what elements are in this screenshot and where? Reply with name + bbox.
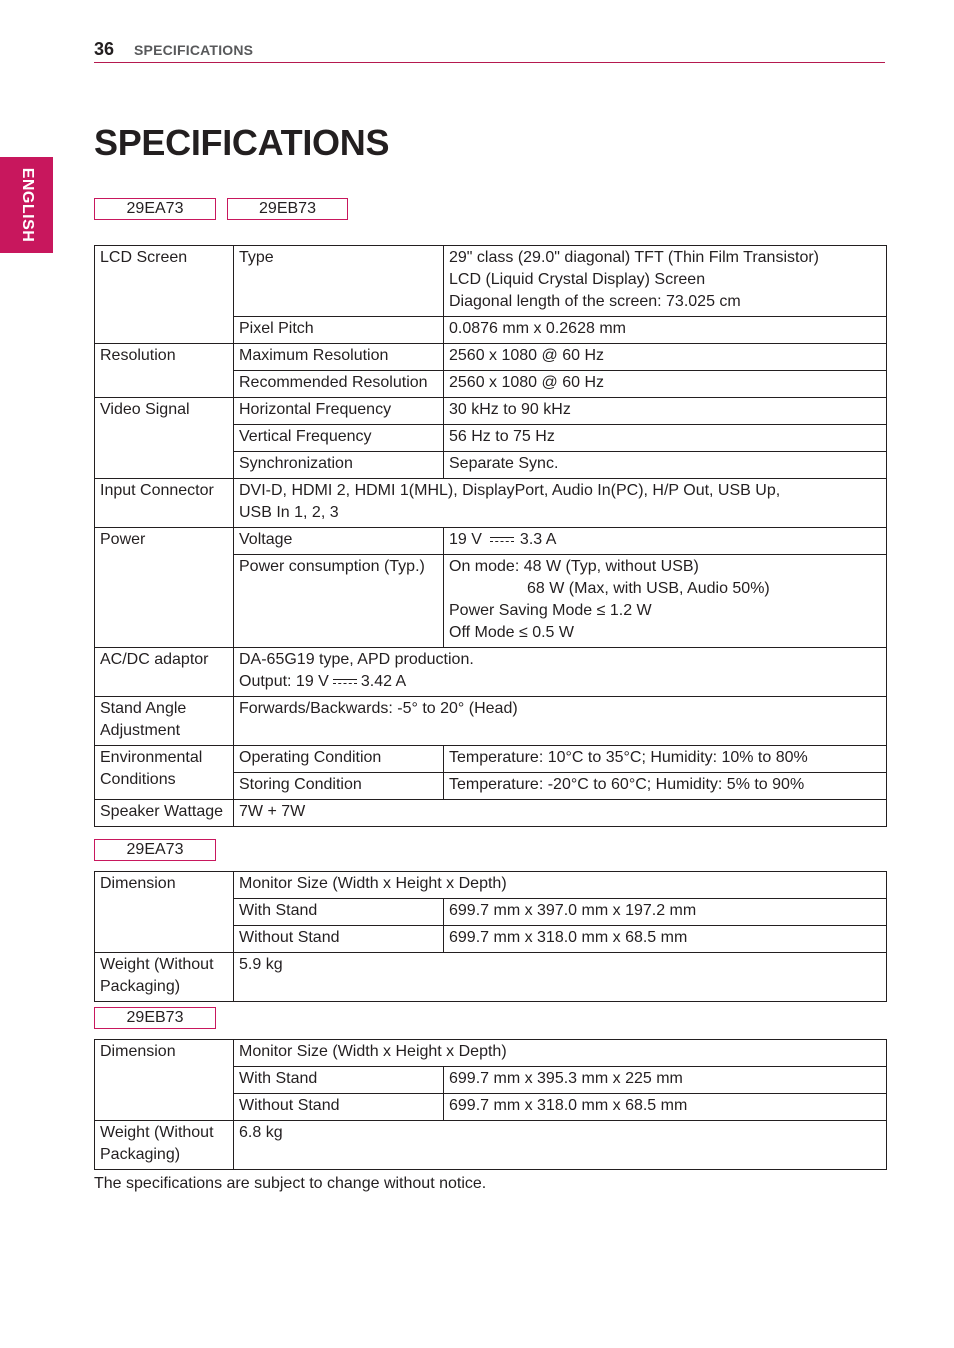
table-row bbox=[95, 1040, 887, 1067]
table-row bbox=[95, 746, 887, 773]
value-without-stand: 699.7 mm x 318.0 mm x 68.5 mm bbox=[444, 1094, 887, 1121]
row-label-weight: Weight (Without Packaging) bbox=[95, 953, 234, 1002]
value-vertical-frequency: 56 Hz to 75 Hz bbox=[444, 425, 887, 452]
table-row bbox=[95, 344, 887, 371]
row-label-input-connector: Input Connector bbox=[95, 479, 234, 528]
table-row bbox=[95, 800, 887, 827]
page-title: SPECIFICATIONS bbox=[94, 122, 390, 163]
value-weight: 6.8 kg bbox=[234, 1121, 887, 1170]
value-without-stand: 699.7 mm x 318.0 mm x 68.5 mm bbox=[444, 926, 887, 953]
table-row bbox=[95, 1121, 887, 1170]
sub-label-with-stand: With Stand bbox=[234, 1067, 444, 1094]
value-pixel-pitch: 0.0876 mm x 0.2628 mm bbox=[444, 317, 887, 344]
row-label-lcd-screen: LCD Screen bbox=[95, 246, 234, 344]
row-label-dimension: Dimension bbox=[95, 1040, 234, 1121]
dc-current-icon bbox=[333, 676, 357, 688]
footnote: The specifications are subject to change without notice. bbox=[94, 1175, 487, 1192]
sub-label-recommended-resolution: Recommended Resolution bbox=[234, 371, 444, 398]
table-row bbox=[95, 528, 887, 555]
dimension-table-29eb73 bbox=[94, 1039, 887, 1170]
sub-label-horizontal-frequency: Horizontal Frequency bbox=[234, 398, 444, 425]
sub-label-with-stand: With Stand bbox=[234, 899, 444, 926]
value-with-stand: 699.7 mm x 397.0 mm x 197.2 mm bbox=[444, 899, 887, 926]
table-row bbox=[95, 246, 887, 317]
page-number: 36 bbox=[94, 39, 115, 59]
dimension-table-29ea73 bbox=[94, 871, 887, 1002]
row-label-adaptor: AC/DC adaptor bbox=[95, 648, 234, 697]
sub-label-operating-condition: Operating Condition bbox=[234, 746, 444, 773]
table-row bbox=[95, 398, 887, 425]
sub-label-pixel-pitch: Pixel Pitch bbox=[234, 317, 444, 344]
sub-label-synchronization: Synchronization bbox=[234, 452, 444, 479]
language-side-tab bbox=[0, 157, 53, 253]
value-input-connector: DVI-D, HDMI 2, HDMI 1(MHL), DisplayPort, Audio In(PC), H/P Out, USB Up, USB In 1, 2, 3 bbox=[234, 479, 887, 528]
value-weight: 5.9 kg bbox=[234, 953, 887, 1002]
value-synchronization: Separate Sync. bbox=[444, 452, 887, 479]
sub-label-power-consumption: Power consumption (Typ.) bbox=[234, 555, 444, 648]
value-storing-condition: Temperature: -20°C to 60°C; Humidity: 5% to 90% bbox=[444, 773, 887, 800]
row-label-speaker-wattage: Speaker Wattage bbox=[95, 800, 234, 827]
value-horizontal-frequency: 30 kHz to 90 kHz bbox=[444, 398, 887, 425]
row-label-dimension: Dimension bbox=[95, 872, 234, 953]
table-row bbox=[95, 872, 887, 899]
row-label-resolution: Resolution bbox=[95, 344, 234, 398]
sub-label-without-stand: Without Stand bbox=[234, 926, 444, 953]
row-label-stand-angle: Stand Angle Adjustment bbox=[95, 697, 234, 746]
model-tab-29eb73-dimensions: 29EB73 bbox=[94, 1007, 216, 1029]
sub-label-vertical-frequency: Vertical Frequency bbox=[234, 425, 444, 452]
row-label-video-signal: Video Signal bbox=[95, 398, 234, 479]
sub-label-max-resolution: Maximum Resolution bbox=[234, 344, 444, 371]
value-with-stand: 699.7 mm x 395.3 mm x 225 mm bbox=[444, 1067, 887, 1094]
value-power-consumption: On mode: 48 W (Typ, without USB) 68 W (Max, with USB, Audio 50%) Power Saving Mode ≤ 1.2 W Off Mode ≤ 0.5 W bbox=[444, 555, 887, 648]
model-tab-29ea73-dimensions: 29EA73 bbox=[94, 839, 216, 861]
table-row bbox=[95, 953, 887, 1002]
row-label-power: Power bbox=[95, 528, 234, 648]
value-adaptor: DA-65G19 type, APD production. Output: 19 V 3.42 A bbox=[234, 648, 887, 697]
value-speaker-wattage: 7W + 7W bbox=[234, 800, 887, 827]
dc-current-icon bbox=[490, 534, 514, 546]
header-rule bbox=[94, 62, 885, 63]
running-header: SPECIFICATIONS bbox=[134, 42, 254, 58]
sub-label-monitor-size: Monitor Size (Width x Height x Depth) bbox=[234, 872, 887, 899]
spec-table bbox=[94, 245, 887, 827]
sub-label-storing-condition: Storing Condition bbox=[234, 773, 444, 800]
value-recommended-resolution: 2560 x 1080 @ 60 Hz bbox=[444, 371, 887, 398]
table-row bbox=[95, 479, 887, 528]
sub-label-without-stand: Without Stand bbox=[234, 1094, 444, 1121]
language-label: ENGLISH bbox=[18, 167, 36, 243]
value-type: 29" class (29.0" diagonal) TFT (Thin Film Transistor) LCD (Liquid Crystal Display) Screen Diagonal length of the screen: 73.025 cm bbox=[444, 246, 887, 317]
sub-label-type: Type bbox=[234, 246, 444, 317]
value-stand-angle: Forwards/Backwards: -5° to 20° (Head) bbox=[234, 697, 887, 746]
model-tab-29eb73: 29EB73 bbox=[227, 198, 348, 220]
value-voltage: 19 V 3.3 A bbox=[444, 528, 887, 555]
table-row bbox=[95, 648, 887, 697]
model-tab-29ea73: 29EA73 bbox=[94, 198, 216, 220]
sub-label-monitor-size: Monitor Size (Width x Height x Depth) bbox=[234, 1040, 887, 1067]
sub-label-voltage: Voltage bbox=[234, 528, 444, 555]
row-label-weight: Weight (Without Packaging) bbox=[95, 1121, 234, 1170]
value-operating-condition: Temperature: 10°C to 35°C; Humidity: 10% to 80% bbox=[444, 746, 887, 773]
table-row bbox=[95, 697, 887, 746]
value-max-resolution: 2560 x 1080 @ 60 Hz bbox=[444, 344, 887, 371]
row-label-environmental: Environmental Conditions bbox=[95, 746, 234, 800]
